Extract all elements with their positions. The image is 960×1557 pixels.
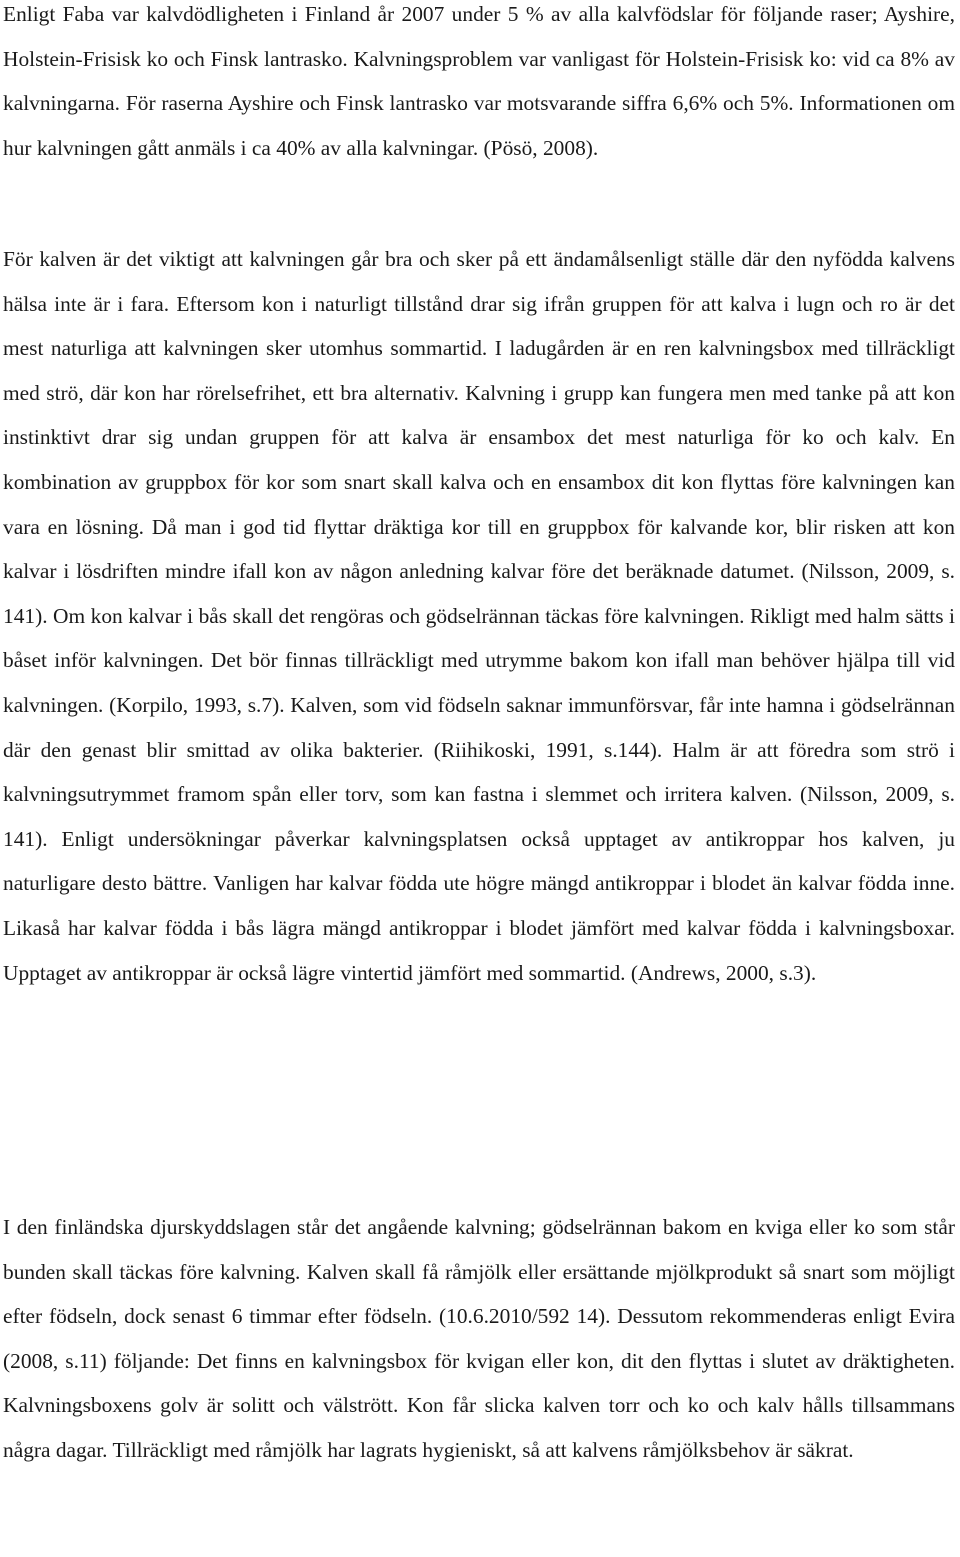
paragraph-kalvningsplats: För kalven är det viktigt att kalvningen går bra och sker på ett ändamålsenligt ställe där den nyfödda kalvens hälsa inte är i fara. Eftersom kon i naturligt tillstånd drar sig ifrån gruppen för att kalva i lugn och ro är det mest naturliga att kalvningen sker utomhus sommartid. I ladugården är en ren kalvningsbox med tillräckligt med strö, där kon har rörelsefrihet, ett bra alternativ. Kalvning i grupp kan fungera men med tanke på att kon instinktivt drar sig undan gruppen för att kalva är ensambox det mest naturliga för ko och kalv. En kombination av gruppbox för kor som snart skall kalva och en ensambox dit kon flyttas före kalvningen kan vara en lösning. Då man i god tid flyttar dräktiga kor till en gruppbox för kalvande kor, blir risken att kon kalvar i lösdriften mindre ifall kon av någon anledning kalvar före det beräknade datumet. (Nilsson, 2009, s. 141). Om kon kalvar i bås skall det rengöras och gödselrännan täckas före kalvningen. Rikligt med halm sätts i båset inför kalvningen. Det bör finnas tillräckligt med utrymme bakom kon ifall man behöver hjälpa till vid kalvningen. (Korpilo, 1993, s.7). Kalven, som vid födseln saknar immunförsvar, får inte hamna i gödselrännan där den genast blir smittad av olika bakterier. (Riihikoski, 1991, s.144). Halm är att föredra som strö i kalvningsutrymmet framom spån eller torv, som kan fastna i slemmet och irritera kalven. (Nilsson, 2009, s. 141). Enligt undersökningar påverkar kalvningsplatsen också upptaget av antikroppar hos kalven, ju naturligare desto bättre. Vanligen har kalvar födda ute högre mängd antikroppar i blodet än kalvar födda inne. Likaså har kalvar födda i bås lägra mängd antikroppar i blodet jämfört med kalvar födda i kalvningsboxar. Upptaget av antikroppar är också lägre vintertid jämfört med sommartid. (Andrews, 2000, s.3). [3, 247, 955, 985]
paragraph-kalvdodlighet: Enligt Faba var kalvdödligheten i Finland år 2007 under 5 % av alla kalvfödslar för följande raser; Ayshire, Holstein-Frisisk ko och Finsk lantrasko. Kalvningsproblem var vanligast för Holstein-Frisisk ko: vid ca 8% av kalvningarna. För raserna Ayshire och Finsk lantrasko var motsvarande siffra 6,6% och 5%. Informationen om hur kalvningen gått anmäls i ca 40% av alla kalvningar. (Pösö, 2008). [3, 2, 955, 160]
paragraph-djurskyddslagen: I den finländska djurskyddslagen står det angående kalvning; gödselrännan bakom en kviga eller ko som står bunden skall täckas före kalvning. Kalven skall få råmjölk eller ersättande mjölkprodukt så snart som möjligt efter födseln, dock senast 6 timmar efter födseln. (10.6.2010/592 14). Dessutom rekommenderas enligt Evira (2008, s.11) följande: Det finns en kalvningsbox för kvigan eller kon, dit den flyttas i slutet av dräktigheten. Kalvningsboxens golv är solitt och välstrött. Kon får slicka kalven torr och ko och kalv hålls tillsammans några dagar. Tillräckligt med råmjölk har lagrats hygieniskt, så att kalvens råmjölksbehov är säkrat. [3, 1215, 955, 1462]
